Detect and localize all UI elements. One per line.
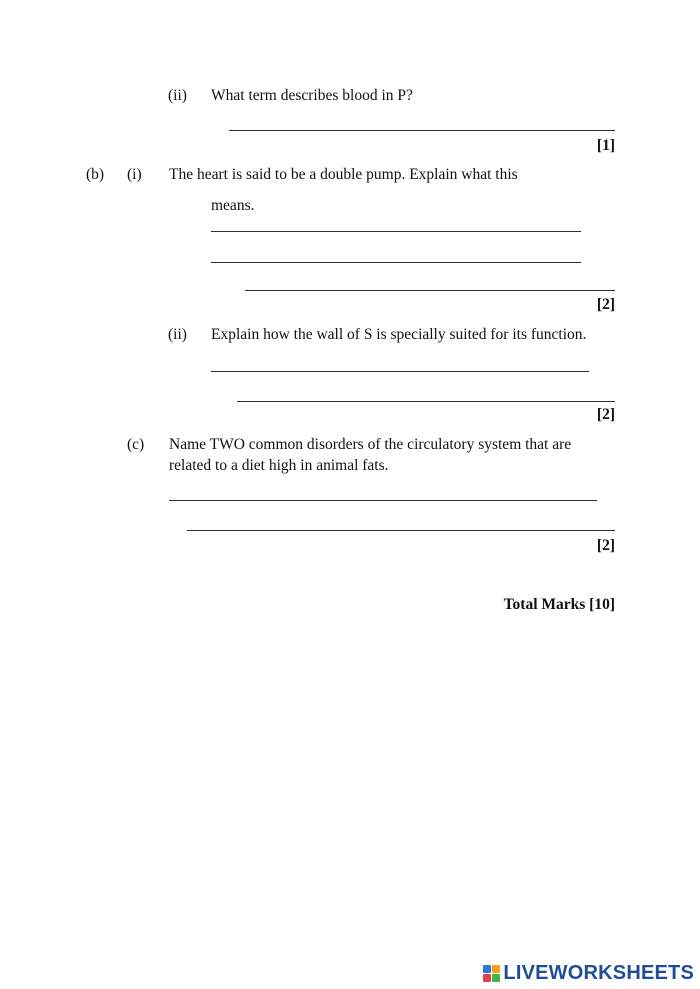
question-b-label: (b) (86, 166, 105, 183)
logo-grid-icon (483, 965, 500, 982)
mark-c: [2] (596, 537, 615, 554)
mark-b-i: [2] (596, 296, 615, 313)
mark-a-ii: [1] (596, 137, 615, 154)
question-b-i-number: (i) (127, 166, 142, 183)
question-b-ii-number: (ii) (168, 326, 187, 343)
answer-line-c-1[interactable] (169, 500, 597, 501)
question-c-text-line2: related to a diet high in animal fats. (169, 457, 389, 474)
liveworksheets-logo (483, 962, 694, 985)
total-marks: Total Marks [10] (503, 596, 615, 613)
answer-line-c-2[interactable] (187, 530, 615, 531)
logo-square-green (492, 974, 500, 982)
question-a-ii-text: What term describes blood in P? (211, 87, 413, 104)
logo-text: LIVEWORKSHEETS (503, 962, 694, 984)
answer-line-a-ii[interactable] (229, 130, 615, 131)
logo-square-orange (492, 965, 500, 973)
question-b-i-text-line1: The heart is said to be a double pump. Explain what this (169, 166, 518, 183)
question-a-ii-number: (ii) (168, 87, 187, 104)
question-b-i-text-line2: means. (211, 197, 255, 214)
answer-line-b-i-1[interactable] (211, 231, 581, 232)
logo-square-blue (483, 965, 491, 973)
answer-line-b-ii-1[interactable] (211, 371, 589, 372)
question-c-text-line1: Name TWO common disorders of the circulatory system that are (169, 436, 572, 453)
logo-square-red (483, 974, 491, 982)
answer-line-b-i-2[interactable] (211, 262, 581, 263)
mark-b-ii: [2] (596, 406, 615, 423)
answer-line-b-i-3[interactable] (245, 290, 615, 291)
question-c-label: (c) (127, 436, 145, 453)
answer-line-b-ii-2[interactable] (237, 401, 615, 402)
question-b-ii-text: Explain how the wall of S is specially suited for its function. (211, 326, 587, 343)
